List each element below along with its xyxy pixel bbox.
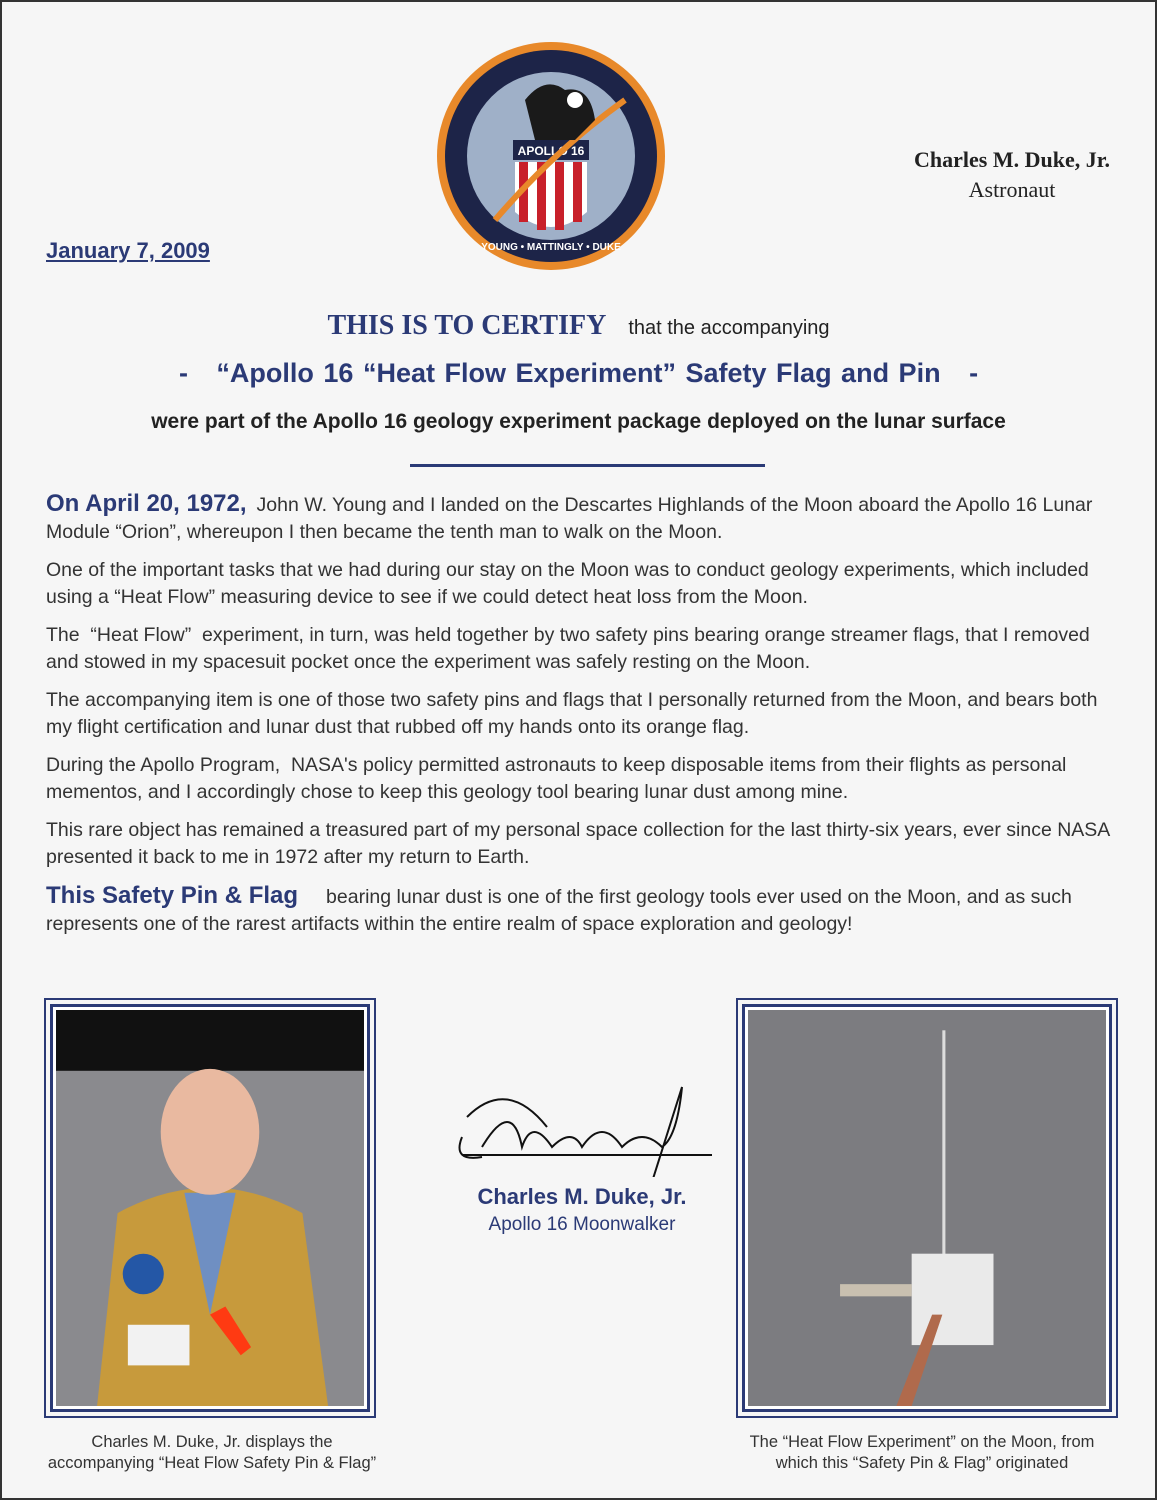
- certify-text: that the accompanying: [628, 317, 830, 339]
- certify-heading: THIS IS TO CERTIFY: [327, 310, 607, 341]
- item-title: - “Apollo 16 “Heat Flow Experiment” Safety Flag and Pin -: [178, 358, 979, 388]
- certify-line: [2, 310, 1155, 342]
- paragraph: This rare object has remained a treasured part of my personal space collection for the last thirty-six years, ever since NASA presented it back to me in 1972 after my return to Earth.: [46, 819, 1110, 868]
- paragraph-lead: This Safety Pin & Flag: [46, 882, 299, 909]
- signature: [442, 1077, 732, 1177]
- svg-text:YOUNG • MATTINGLY • DUKE: YOUNG • MATTINGLY • DUKE: [481, 242, 621, 253]
- photo-image: [56, 1010, 364, 1406]
- certificate-body: [46, 490, 1126, 949]
- paragraph: The accompanying item is one of those two safety pins and flags that I personally returned from the Moon, and bears both my flight certification and lunar dust that rubbed off my hands onto its orange flag.: [46, 689, 1098, 738]
- paragraph: [46, 490, 1126, 546]
- apollo-16-mission-patch: [435, 40, 667, 272]
- paragraph: One of the important tasks that we had during our stay on the Moon was to conduct geology experiments, which included using a “Heat Flow” measuring device to see if we could detect heat loss from the Moon.: [46, 559, 1089, 608]
- item-subtitle: were part of the Apollo 16 geology experiment package deployed on the lunar surface: [151, 410, 1006, 433]
- svg-text:APOLLO 16: APOLLO 16: [517, 144, 585, 158]
- right-photo-caption: The “Heat Flow Experiment” on the Moon, from which this “Safety Pin & Flag” originated: [749, 1433, 1095, 1472]
- photo-heat-flow-experiment: [742, 1004, 1112, 1412]
- left-photo-caption: Charles M. Duke, Jr. displays the accompanying “Heat Flow Safety Pin & Flag”: [47, 1433, 377, 1472]
- signatory-title: Apollo 16 Moonwalker: [488, 1214, 676, 1235]
- letterhead-name: [914, 145, 1110, 205]
- paragraph: [46, 882, 1126, 938]
- astronaut-name: Charles M. Duke, Jr.: [914, 147, 1110, 172]
- paragraph-text: John W. Young and I landed on the Descartes Highlands of the Moon aboard the Apollo 16 Lunar Module “Orion”, whereupon I then became the tenth man to walk on the Moon.: [46, 494, 1093, 543]
- paragraph-text: bearing lunar dust is one of the first geology tools ever used on the Moon, and as such represents one of the rarest artifacts within the entire realm of space exploration and geology!: [46, 886, 1072, 935]
- paragraph: The “Heat Flow” experiment, in turn, was held together by two safety pins bearing orange streamer flags, that I removed and stowed in my spacesuit pocket once the experiment was safely resting on the Moon.: [46, 624, 1096, 673]
- paragraph-lead: On April 20, 1972,: [46, 490, 247, 517]
- photo-duke-with-flag: [50, 1004, 370, 1412]
- divider: [410, 464, 765, 467]
- date: January 7, 2009: [46, 238, 210, 263]
- photo-image: [748, 1010, 1106, 1406]
- paragraph: During the Apollo Program, NASA's policy permitted astronauts to keep disposable items from their flights as personal mementos, and I accordingly chose to keep this geology tool bearing lunar dust among mine.: [46, 754, 1072, 803]
- astronaut-title: Astronaut: [968, 177, 1056, 202]
- signatory-name: Charles M. Duke, Jr.: [477, 1184, 687, 1209]
